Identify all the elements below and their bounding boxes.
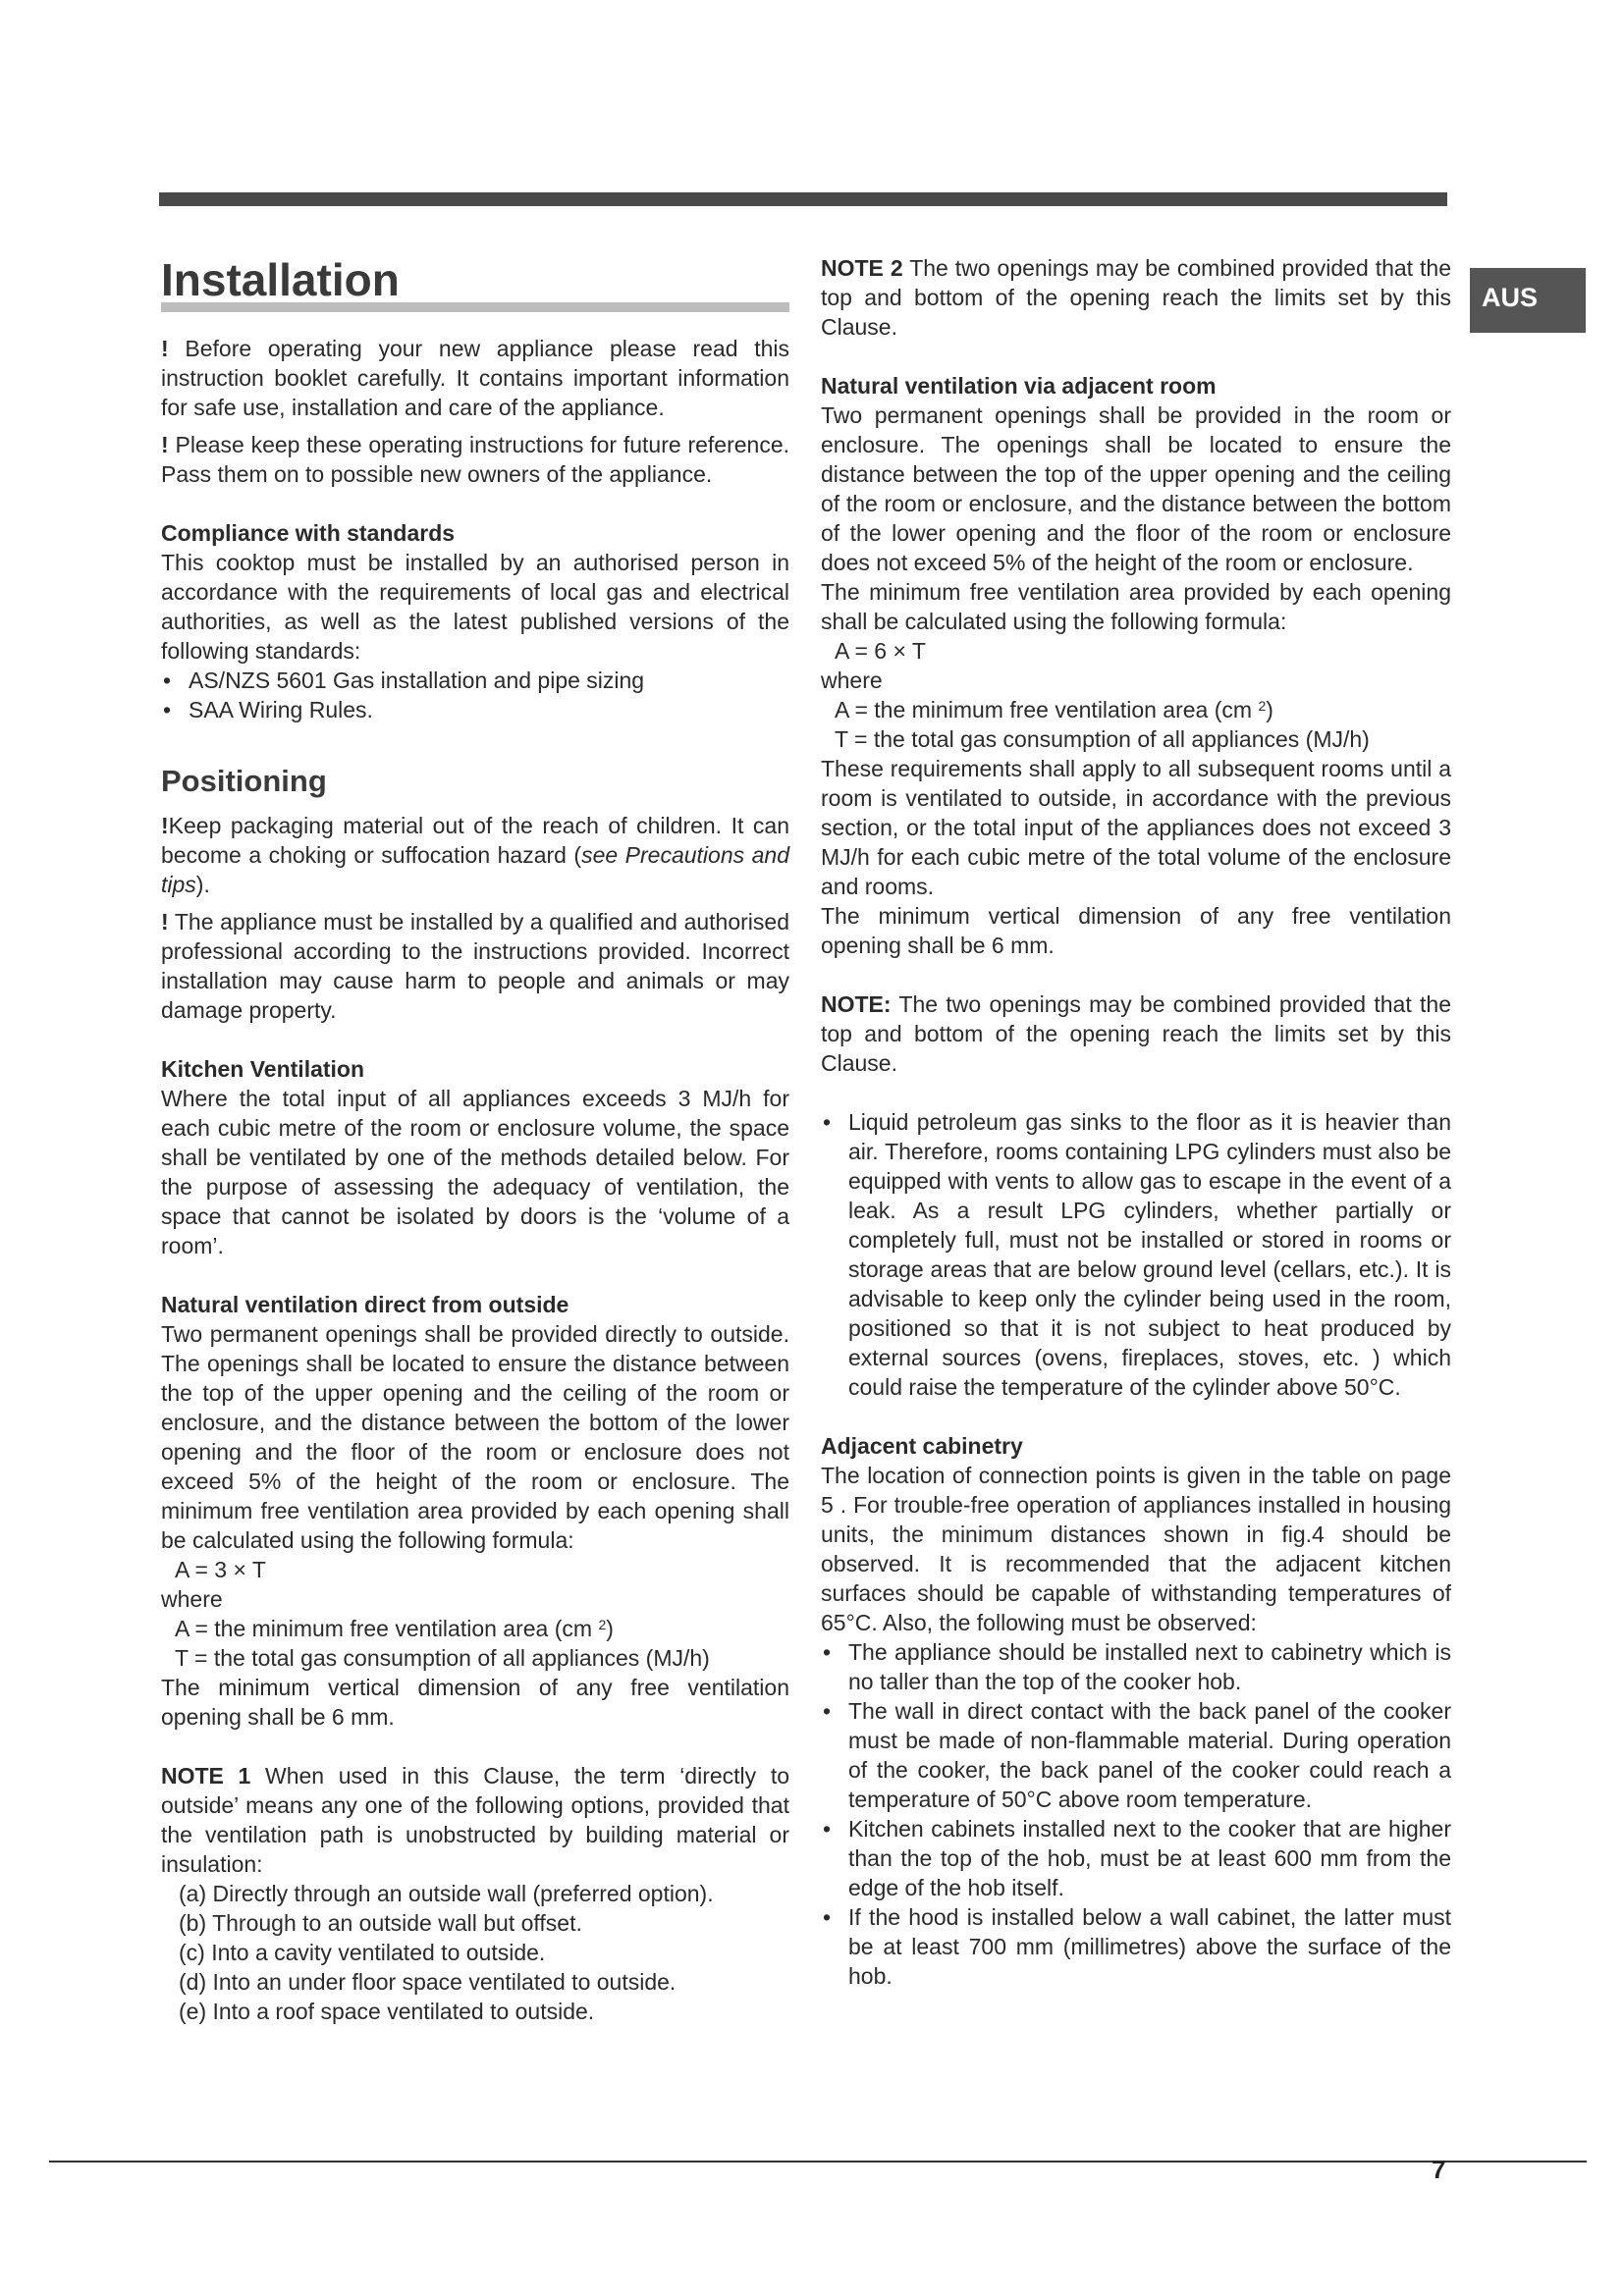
where-label: where <box>161 1586 223 1612</box>
intro-paragraph-1 <box>161 334 789 422</box>
note-1-text: When used in this Clause, the term ‘directly to outside’ means any one of the following options, provided that the ventilation path is unobstructed by building material or insulation: <box>161 1763 789 1877</box>
positioning-heading: Positioning <box>161 764 327 798</box>
direct-outside-text: Two permanent openings shall be provided directly to outside. The openings shall be located to ensure the distance between the top of the upper opening and the ceiling of the room or enclosure, and the distance between the bottom of the lower opening and the floor of the room or enclosure does not exceed 5% of the height of the room or enclosure. The minimum free ventilation area provided by each opening shall be calculated using the following formula: <box>161 1321 789 1553</box>
list-item: • AS/NZS 5601 Gas installation and pipe sizing <box>161 666 789 695</box>
list-item: • The wall in direct contact with the back panel of the cooker must be made of non-flammable material. During operation of the cooker, the back panel of the cooker could reach a temperature of 50°C above room temperature. <box>821 1696 1451 1814</box>
positioning-text-1-end: ). <box>195 872 210 897</box>
list-item: • Liquid petroleum gas sinks to the floor as it is heavier than air. Therefore, rooms containing LPG cylinders must also be equipped with vents to allow gas to escape in the event of a leak. As a result LPG cylinders, whether partially or completely full, must not be installed or stored in rooms or storage areas that are below ground level (cellars, etc.). It is advisable to keep only the cylinder being used in the room, positioned so that it is not subject to heat produced by external sources (ovens, fireplaces, stoves, etc. ) which could raise the temperature of the cylinder above 50°C. <box>821 1107 1451 1402</box>
adjacent-room-text-3: These requirements shall apply to all subsequent rooms until a room is ventilated to outside, in accordance with the previous section, or the total input of the appliances does not exceed 3 MJ/h for each cubic metre of the total volume of the enclosure and rooms. <box>821 756 1451 899</box>
compliance-heading: Compliance with standards <box>161 520 456 546</box>
list-item: • If the hood is installed below a wall cabinet, the latter must be at least 700 mm (millimetres) above the surface of the hob. <box>821 1902 1451 1991</box>
title-block <box>161 253 789 314</box>
list-item: • SAA Wiring Rules. <box>161 695 789 724</box>
intro-text-2: Please keep these operating instructions for future reference. Pass them on to possible new owners of the appliance. <box>161 432 789 487</box>
cabinetry-text: The location of connection points is given in the table on page 5 . For trouble-free operation of appliances installed in housing units, the minimum distances shown in fig.4 should be observed. It is recommended that the adjacent kitchen surfaces should be capable of withstanding temperatures of 65°C. Also, the following must be observed: <box>821 1463 1451 1635</box>
list-item: • Kitchen cabinets installed next to the cooker that are higher than the top of the hob, must be at least 600 mm from the edge of the hob itself. <box>821 1814 1451 1902</box>
cabinetry-list <box>821 1637 1451 1991</box>
note <box>821 989 1451 1078</box>
where-label: where <box>821 667 883 693</box>
list-item: • The appliance should be installed next to cabinetry which is no taller than the top of the cooker hob. <box>821 1637 1451 1696</box>
definition-a-text: A = the minimum free ventilation area (cm <box>835 697 1259 722</box>
cross-reference: see Precautions and tips <box>161 842 789 897</box>
formula: A = 3 × T <box>175 1557 266 1582</box>
warning-mark: ! <box>161 813 169 838</box>
positioning-text-1: Keep packaging material out of the reach of children. It can become a choking or suffocation hazard ( <box>161 813 789 868</box>
superscript: 2 <box>598 1617 607 1632</box>
min-dimension-text: The minimum vertical dimension of any free ventilation opening shall be 6 mm. <box>821 903 1451 958</box>
min-dimension-text: The minimum vertical dimension of any free ventilation opening shall be 6 mm. <box>161 1675 789 1730</box>
compliance-text: This cooktop must be installed by an authorised person in accordance with the requirements of local gas and electrical authorities, as well as the latest published versions of the following standards: <box>161 550 789 664</box>
cabinetry-heading: Adjacent cabinetry <box>821 1433 1023 1459</box>
option-b: (b) Through to an outside wall but offset. <box>179 1910 582 1936</box>
lpg-list <box>821 1107 1451 1402</box>
definition-t: T = the total gas consumption of all appliances (MJ/h) <box>175 1645 710 1671</box>
option-c: (c) Into a cavity ventilated to outside. <box>179 1940 546 1965</box>
definition-a-text: A = the minimum free ventilation area (cm <box>175 1616 599 1641</box>
positioning-paragraph-2 <box>161 907 789 1025</box>
note-1-label: NOTE 1 <box>161 1763 251 1789</box>
note-2-text: The two openings may be combined provided that the top and bottom of the opening reach the limits set by this Clause. <box>821 255 1452 340</box>
page-number: 7 <box>1432 2155 1446 2184</box>
formula: A = 6 × T <box>835 638 926 664</box>
left-column <box>161 253 789 2026</box>
positioning-text-2: The appliance must be installed by a qualified and authorised professional according to the instructions provided. Incorrect installation may cause harm to people and animals or may damage property. <box>161 909 789 1023</box>
note-2-label: NOTE 2 <box>821 255 903 281</box>
warning-mark: ! <box>161 432 169 457</box>
note-2 <box>821 253 1451 342</box>
footer-rule <box>49 2161 1587 2163</box>
note-1 <box>161 1761 789 1879</box>
intro-text-1: Before operating your new appliance please read this instruction booklet carefully. It contains important information for safe use, installation and care of the appliance. <box>161 336 789 420</box>
adjacent-room-text: Two permanent openings shall be provided in the room or enclosure. The openings shall be located to ensure the distance between the top of the upper opening and the ceiling of the room or enclosure, and the distance between the bottom of the lower opening and the floor of the room or enclosure does not exceed 5% of the height of the room or enclosure. <box>821 402 1451 575</box>
warning-mark: ! <box>161 909 169 934</box>
standards-list <box>161 666 789 724</box>
note-label: NOTE: <box>821 991 892 1017</box>
superscript: 2 <box>1258 698 1267 714</box>
direct-outside-heading: Natural ventilation direct from outside <box>161 1292 569 1317</box>
definition-a-end: ) <box>1266 697 1273 722</box>
header-bar <box>159 192 1447 206</box>
adjacent-room-heading: Natural ventilation via adjacent room <box>821 373 1217 399</box>
right-column <box>821 253 1451 1991</box>
language-tab: AUS <box>1470 268 1586 333</box>
definition-t: T = the total gas consumption of all appliances (MJ/h) <box>835 726 1370 752</box>
definition-a <box>821 695 1451 724</box>
kitchen-ventilation-heading: Kitchen Ventilation <box>161 1056 365 1082</box>
option-e: (e) Into a roof space ventilated to outside. <box>179 1999 595 2024</box>
intro-paragraph-2 <box>161 430 789 489</box>
option-d: (d) Into an under floor space ventilated to outside. <box>179 1969 677 1995</box>
adjacent-room-text-2: The minimum free ventilation area provided by each opening shall be calculated using the following formula: <box>821 579 1451 634</box>
definition-a <box>161 1614 789 1643</box>
option-a: (a) Directly through an outside wall (preferred option). <box>179 1881 714 1906</box>
positioning-paragraph-1 <box>161 811 789 899</box>
warning-mark: ! <box>161 336 169 361</box>
kitchen-ventilation-text: Where the total input of all appliances exceeds 3 MJ/h for each cubic metre of the room or enclosure volume, the space shall be ventilated by one of the methods detailed below. For the purpose of assessing the adequacy of ventilation, the space that cannot be isolated by doors is the ‘volume of a room’. <box>161 1086 789 1258</box>
definition-a-end: ) <box>606 1616 614 1641</box>
note-text: The two openings may be combined provided that the top and bottom of the opening reach the limits set by this Clause. <box>821 991 1451 1076</box>
page-title: Installation <box>161 254 400 305</box>
